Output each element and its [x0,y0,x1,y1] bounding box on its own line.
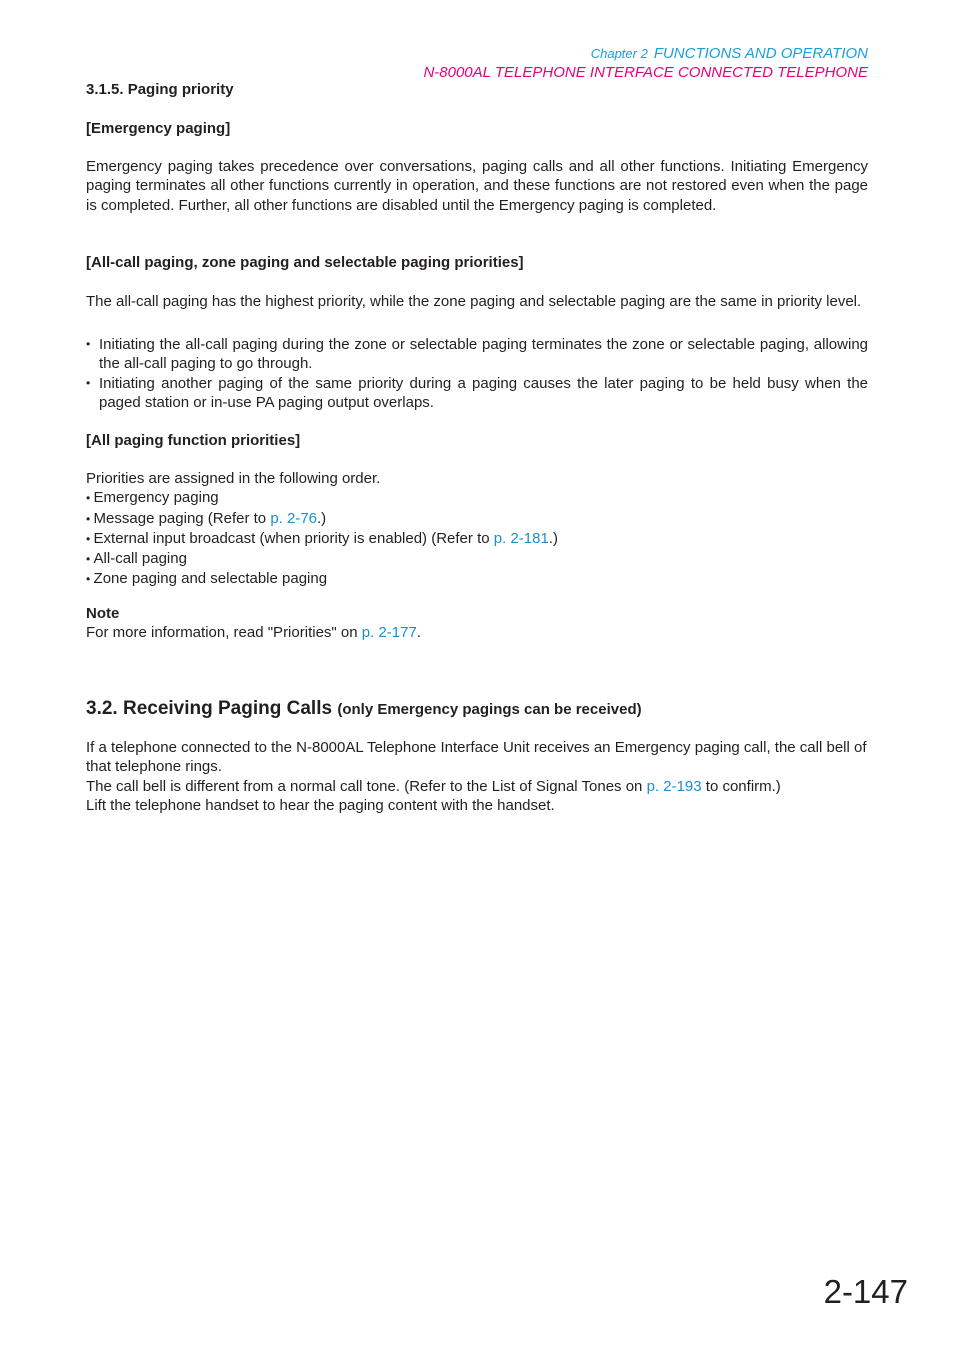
note-label: Note [86,605,120,622]
function-priorities-heading: [All paging function priorities] [86,432,301,449]
emergency-paging-heading: [Emergency paging] [86,120,231,137]
list-item: • External input broadcast (when priority is enabled) (Refer to p. 2-181.) [86,529,868,549]
section-heading-3-2 [86,697,868,722]
receiving-paging-body [86,738,868,815]
section-heading-3-1-5: 3.1.5. Paging priority [86,81,234,98]
running-header-section: N-8000AL TELEPHONE INTERFACE CONNECTED TELEPHONE [423,64,868,81]
priorities-intro: Priorities are assigned in the following order. [86,470,381,487]
allcall-priority-heading: [All-call paging, zone paging and selectable paging priorities] [86,254,524,271]
list-item: • All-call paging [86,549,868,569]
running-header-chapter [591,44,868,63]
list-item: • Initiating the all-call paging during the zone or selectable paging terminates the zone or selectable paging, allowing the all-call paging to go through. [86,335,868,374]
page-link-2-76[interactable]: p. 2-76 [270,509,318,527]
chapter-title: FUNCTIONS AND OPERATION [653,45,868,62]
allcall-priority-text: The all-call paging has the highest priority, while the zone paging and selectable paging are the same in priority level. [86,293,862,310]
list-item: • Initiating another paging of the same priority during a paging causes the later paging to be held busy when the paged station or in-use PA paging output overlaps. [86,374,868,413]
page-link-2-177[interactable]: p. 2-177 [361,624,417,641]
section-heading-3-2-subtitle: (only Emergency pagings can be received) [337,701,642,718]
page-number: 2-147 [823,1273,908,1310]
section-heading-3-2-title: 3.2. Receiving Paging Calls [86,698,333,719]
page-link-2-193[interactable]: p. 2-193 [646,777,702,795]
emergency-paging-text: Emergency paging takes precedence over conversations, paging calls and all other functions. Initiating Emergency paging terminates all other functions currently in operation, and these functions are not restored even when the page is completed. Further, all other functions are disabled until the Emergency paging is completed. [86,158,868,214]
receiving-paging-p1: If a telephone connected to the N-8000AL Telephone Interface Unit receives an Emergency paging call, the call bell of that telephone rings. [86,739,867,776]
receiving-paging-p3: Lift the telephone handset to hear the paging content with the handset. [86,796,555,814]
list-item: • Zone paging and selectable paging [86,569,868,589]
page-link-2-181[interactable]: p. 2-181 [493,529,549,547]
list-item: • Emergency paging [86,488,868,508]
receiving-paging-p2: The call bell is different from a normal call tone. (Refer to the List of Signal Tones on p. 2-193 to confirm.) [86,777,781,795]
note-text: For more information, read "Priorities" on p. 2-177. [86,624,421,641]
function-priorities-list [86,469,868,590]
allcall-bullet-list [86,335,868,412]
chapter-label: Chapter 2 [590,46,648,61]
list-item: • Message paging (Refer to p. 2-76.) [86,509,868,529]
